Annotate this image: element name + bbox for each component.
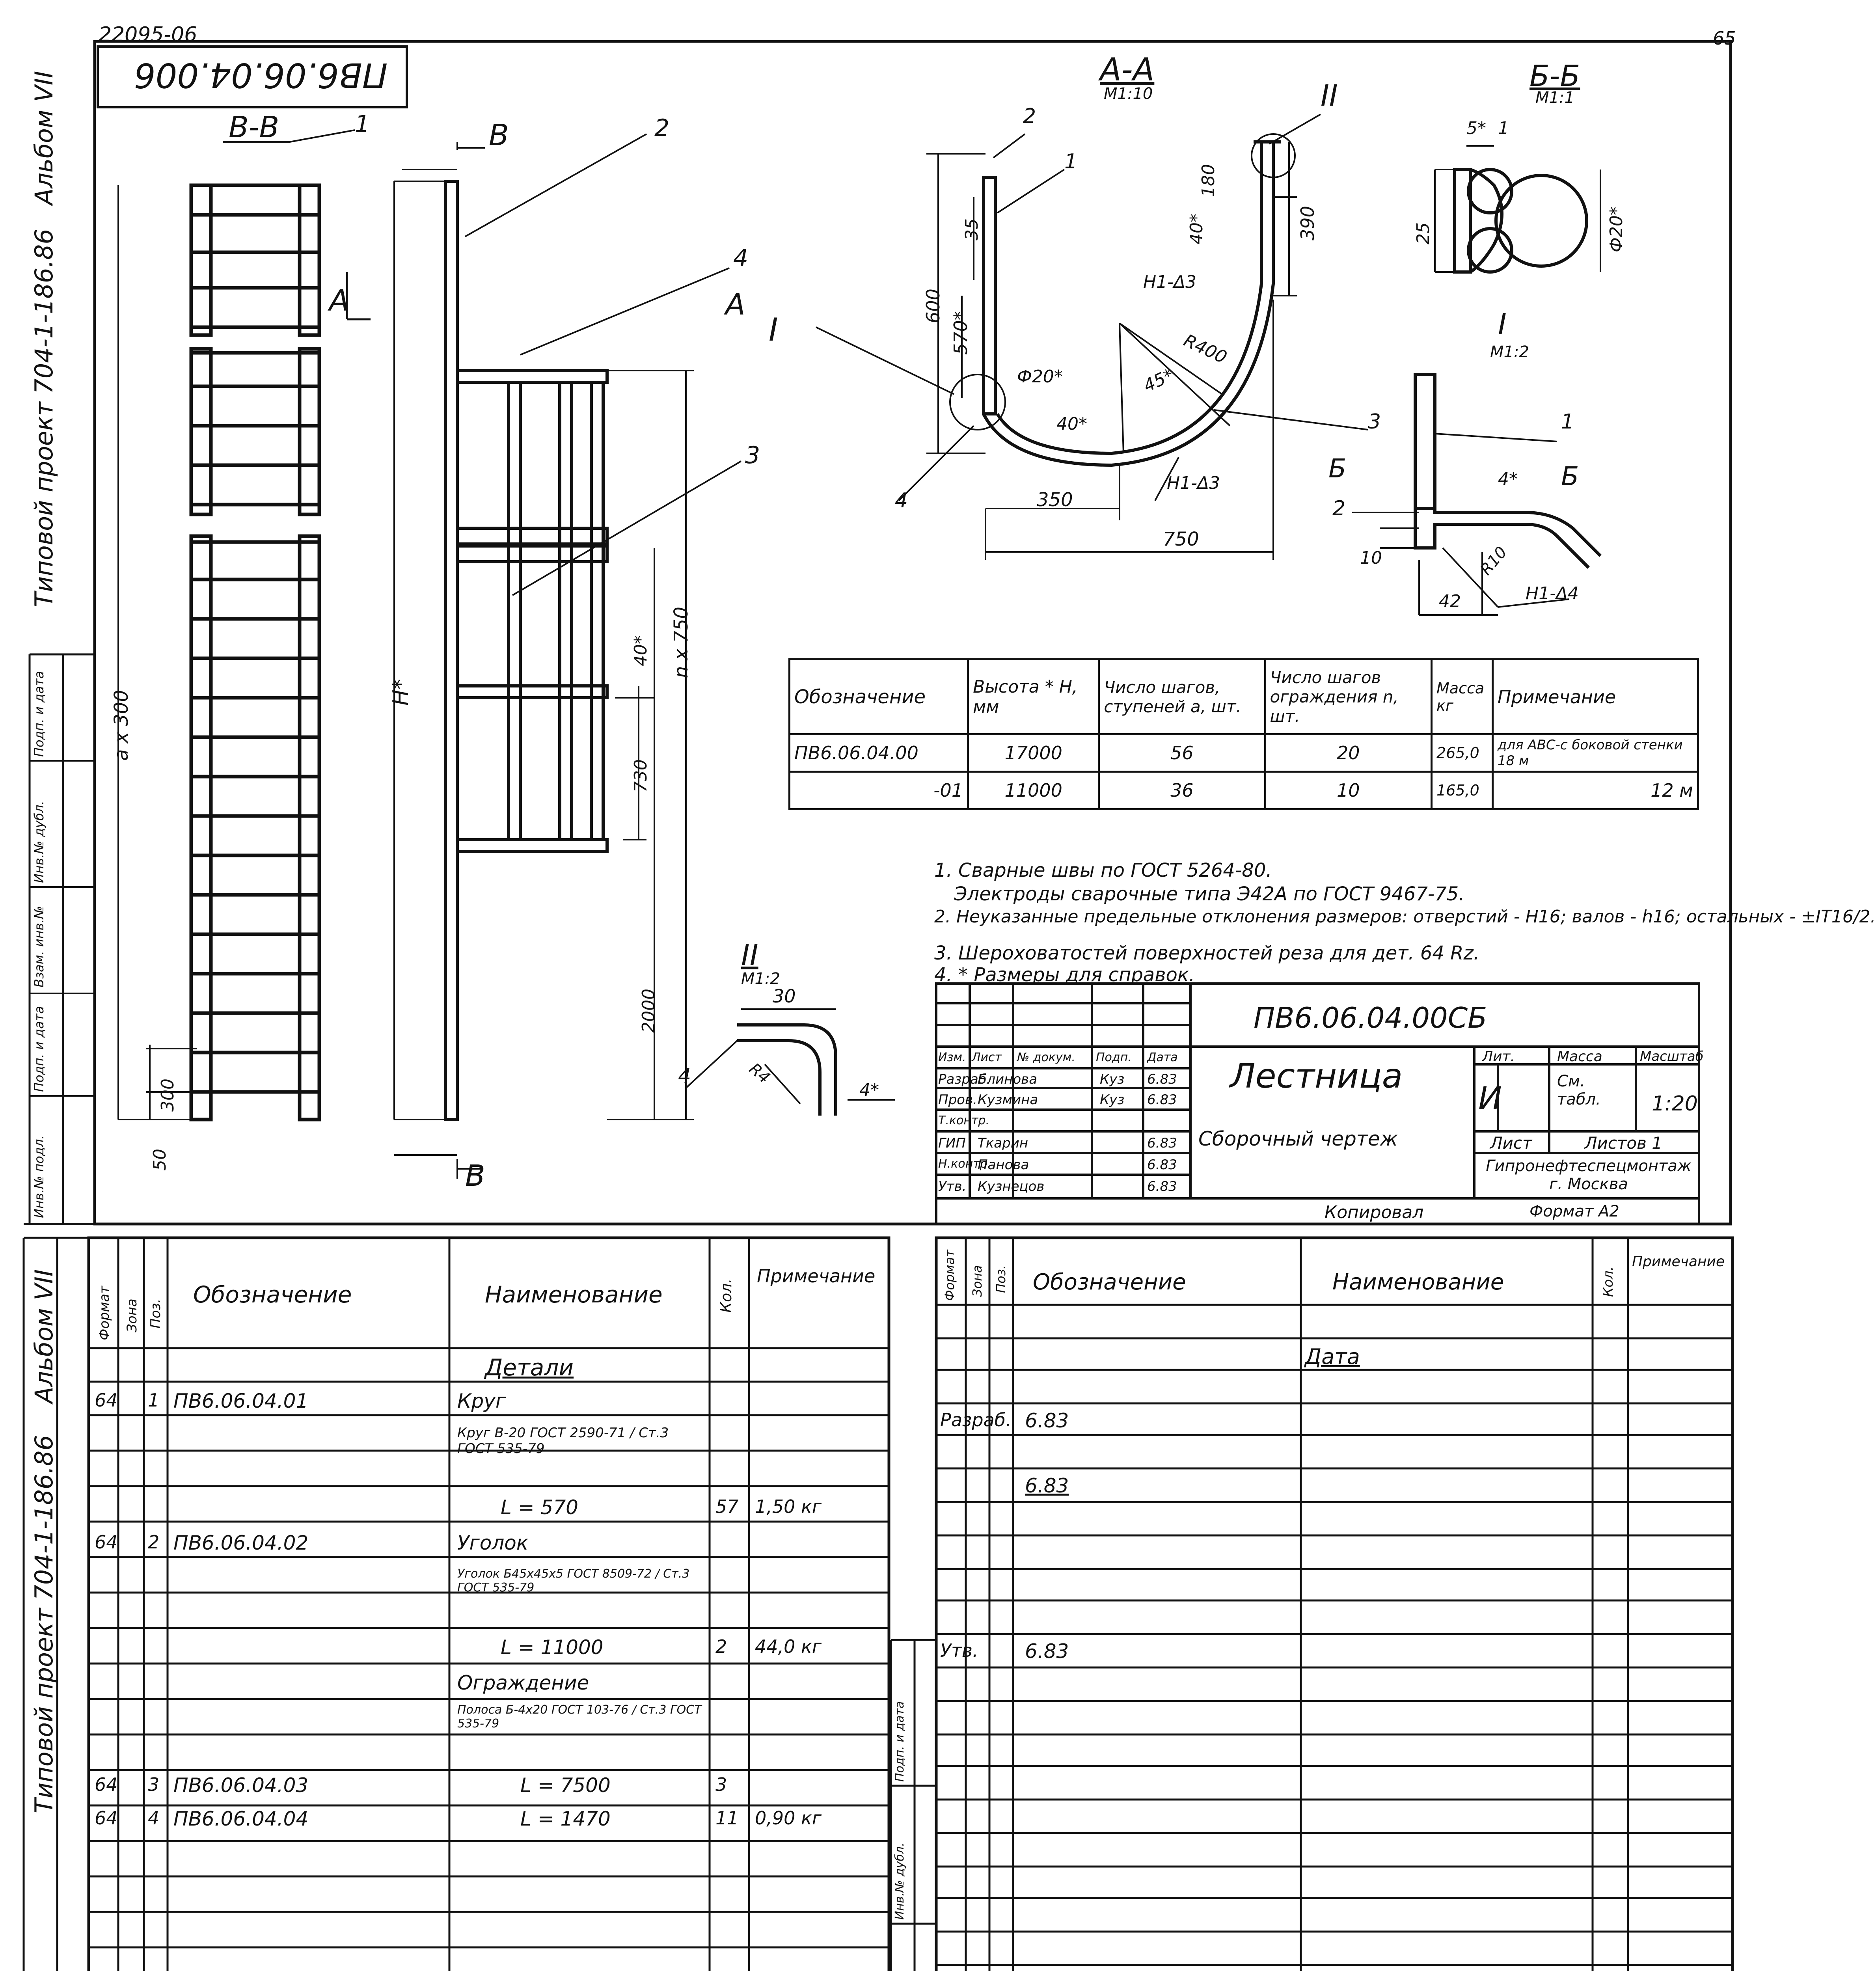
page-number: 65 [1713, 28, 1736, 49]
side-label-r4: Инв.№ дубл. [893, 1842, 907, 1920]
cut-b-bottom: В [465, 1159, 485, 1193]
node-1-mark: I [769, 311, 778, 348]
tb-top-r2c3: 6.83 [1147, 1092, 1177, 1108]
table-header: Число шагов, ступеней а, шт. [1099, 659, 1265, 734]
spec-left-r9-q: 11 [715, 1807, 739, 1829]
spec-right-r0-n: Дата [1305, 1344, 1360, 1369]
spec-right-h-name: Наименование [1332, 1269, 1504, 1295]
view-aa-label: А-А [1100, 51, 1155, 88]
title-sheet-top: Лист [1490, 1133, 1532, 1153]
table-header: Масса кг [1432, 659, 1493, 734]
view-bb-label: В-В [229, 110, 279, 144]
album-label-left: Альбом VII [30, 1269, 58, 1403]
side-label-r5: Подп. и дата [893, 1701, 907, 1782]
title-lit-top: Лит. [1482, 1049, 1515, 1065]
spec-right-h-pos: Поз. [993, 1265, 1008, 1293]
dim-n750: n x 750 [670, 607, 692, 678]
title-mass-top: Масса [1557, 1049, 1602, 1065]
cut-a-side: A [725, 288, 745, 322]
dim-300-left: 300 [158, 1079, 178, 1112]
table-cell: 10 [1265, 772, 1432, 809]
spec-right-r1-f: Разраб. [940, 1409, 1012, 1431]
spec-left-h-designation: Обозначение [193, 1281, 352, 1308]
leader-3-side: 3 [745, 442, 760, 469]
side-label-3: Взам. инв.№ [32, 905, 47, 987]
spec-left-h-zone: Зона [124, 1298, 140, 1332]
dim-r400: R400 [1180, 330, 1230, 368]
dim-25: 25 [1413, 222, 1433, 244]
spec-right-h-note: Примечание [1632, 1254, 1725, 1270]
spec-left-r9-p: 4 [148, 1807, 160, 1829]
node-1-label: I [1498, 307, 1507, 341]
spec-left-r8-p: 3 [148, 1774, 160, 1795]
spec-right-h-qty: Кол. [1600, 1266, 1616, 1297]
spec-left-r0-p: 1 [148, 1390, 160, 1411]
dim-10-node: 10 [1360, 548, 1382, 568]
view-bb-small-label: Б-Б [1529, 59, 1580, 93]
dim-45: 45* [1140, 365, 1177, 397]
dim-50-left: 50 [150, 1149, 170, 1171]
spec-left-r8-f: 64 [95, 1774, 118, 1795]
dim-r10-node: R10 [1477, 543, 1511, 579]
tb-top-r0c4: Дата [1147, 1051, 1178, 1064]
dim-2000: 2000 [639, 989, 659, 1033]
node-2-mark: II [1321, 79, 1338, 113]
dim-40-bottom: 40* [1056, 414, 1087, 434]
cut-a-label: A [329, 284, 349, 318]
table-cell: 165,0 [1432, 772, 1493, 809]
spec-right-r1-d: 6.83 [1025, 1409, 1069, 1432]
title-name-top: Лестница [1230, 1056, 1403, 1096]
weld-3: Н1-Δ4 [1526, 583, 1579, 604]
side-label-4: Инв.№ дубл. [32, 801, 47, 883]
table-cell: 17000 [968, 734, 1099, 772]
table-header: Число шагов ограждения n, шт. [1265, 659, 1432, 734]
dim-350: 350 [1037, 489, 1073, 511]
note-1b: Электроды сварочные типа Э42А по ГОСТ 9467-75. [954, 883, 1465, 905]
spec-left-h-note: Примечание [757, 1265, 876, 1287]
leader-1-aa: 1 [1064, 150, 1078, 173]
tb-top-r4c1: Ткарин [978, 1135, 1028, 1151]
table-header: Обозначение [790, 659, 968, 734]
dim-40-side: 40* [631, 635, 651, 666]
table-cell: 12 м [1492, 772, 1698, 809]
spec-left-r3-p: 2 [148, 1531, 160, 1553]
tb-top-r6c3: 6.83 [1147, 1179, 1177, 1194]
spec-left-r3-d: ПВ6.06.04.02 [173, 1531, 309, 1554]
cut-b-node-right: Б [1561, 461, 1579, 492]
note-1: 1. Сварные швы по ГОСТ 5264-80. [934, 859, 1272, 881]
leader-2-side: 2 [654, 114, 670, 142]
dim-730: 730 [631, 759, 651, 792]
table-header: Примечание [1492, 659, 1698, 734]
spec-left-r9-n: L = 1470 [520, 1807, 611, 1830]
tb-top-r1c0: Разраб. [938, 1071, 991, 1087]
spec-left-r3-f: 64 [95, 1531, 118, 1553]
tb-top-r5c0: Н.контр. [938, 1157, 991, 1171]
spec-right-r5-d: 6.83 [1025, 1640, 1069, 1663]
project-label-left: Типовой проект 704-1-186.86 [30, 1435, 58, 1813]
spec-left-h-format: Формат [97, 1286, 112, 1340]
tb-top-r6c1: Кузнецов [978, 1179, 1045, 1194]
table-cell: 36 [1099, 772, 1265, 809]
tb-top-r2c2: Куз [1100, 1092, 1125, 1108]
title-subname-top: Сборочный чертеж [1198, 1127, 1398, 1150]
title-copied-top: Копировал [1325, 1202, 1424, 1222]
note-3: 3. Шероховатостей поверхностей реза для дет. 64 Rz. [934, 942, 1479, 964]
tb-top-r3c0: Т.контр. [938, 1114, 990, 1127]
spec-right-h-zone: Зона [970, 1265, 985, 1297]
dim-35: 35 [962, 218, 982, 240]
spec-left-r9-m: 0,90 кг [755, 1807, 822, 1829]
spec-left-r0-f: 64 [95, 1390, 118, 1411]
variants-table [788, 658, 1699, 810]
leader-3-aa: 3 [1368, 410, 1381, 434]
spec-right-h-designation: Обозначение [1033, 1269, 1186, 1295]
title-scale-top: Масштаб [1640, 1049, 1704, 1064]
leader-2-node: 2 [1332, 497, 1346, 520]
spec-left-r8-d: ПВ6.06.04.03 [173, 1774, 309, 1797]
tb-top-r2c1: Кузмина [978, 1092, 1038, 1108]
dim-H: H* [388, 679, 413, 706]
dim-a300: a x 300 [110, 690, 132, 761]
tb-top-r5c1: Панова [978, 1157, 1029, 1173]
tb-top-r0c2: № докум. [1017, 1051, 1075, 1064]
dim-390: 390 [1297, 206, 1318, 240]
spec-left-h-qty: Кол. [717, 1278, 735, 1313]
dim-570: 570* [950, 311, 971, 355]
spec-left-r2-n: L = 570 [501, 1496, 578, 1519]
corner-code: 22095-06 [99, 23, 197, 47]
spec-left-h-pos: Поз. [148, 1298, 164, 1328]
view-bb-small-scale: М1:1 [1535, 89, 1574, 107]
table-cell: для АВС-с боковой стенки 18 м [1492, 734, 1698, 772]
dim-30: 30 [773, 986, 796, 1007]
spec-left-r9-f: 64 [95, 1807, 118, 1829]
tb-top-r5c3: 6.83 [1147, 1157, 1177, 1173]
title-org-top: Гипронефтеспецмонтаж г. Москва [1486, 1157, 1692, 1193]
tb-top-r2c0: Пров. [938, 1092, 977, 1108]
view-aa-scale: М1:10 [1104, 85, 1153, 103]
title-lit-value-top: И [1478, 1080, 1502, 1117]
tb-top-r1c2: Куз [1100, 1071, 1125, 1087]
tb-top-r6c0: Утв. [938, 1179, 967, 1194]
node-1-scale: М1:2 [1490, 343, 1529, 361]
spec-left-r5-q: 2 [715, 1636, 727, 1657]
dim-d20: Ф20* [1017, 367, 1063, 387]
spec-left-r2-q: 57 [715, 1496, 739, 1517]
side-label-2: Подп. и дата [32, 1006, 47, 1092]
node-2-scale: М1:2 [741, 970, 780, 988]
table-cell: 265,0 [1432, 734, 1493, 772]
leader-4-node2: 4 [678, 1064, 691, 1088]
stamp-code: ПВ6.06.04.006 [134, 55, 388, 95]
tb-top-r4c0: ГИП [938, 1135, 966, 1151]
spec-left-r7-n: Полоса Б-4х20 ГОСТ 103-76 / Ст.3 ГОСТ 535-79 [457, 1703, 702, 1731]
tb-top-r0c1: Лист [972, 1051, 1002, 1064]
spec-left-r0-n: Круг [457, 1390, 506, 1412]
spec-left-r3-n: Уголок [457, 1531, 529, 1554]
note-4: 4. * Размеры для справок. [934, 964, 1195, 986]
dim-4-node: 4* [1498, 469, 1518, 489]
table-header: Высота * Н, мм [968, 659, 1099, 734]
dim-42-node: 42 [1439, 591, 1461, 611]
leader-1-node: 1 [1561, 410, 1574, 434]
spec-left-r0-d: ПВ6.06.04.01 [173, 1390, 309, 1412]
dim-r4: R4 [745, 1060, 773, 1087]
spec-right-r2-d: 6.83 [1025, 1474, 1069, 1497]
album-label-top: Альбом VII [30, 71, 58, 205]
spec-left-h-name: Наименование [485, 1281, 663, 1308]
leader-1-bb: 1 [355, 110, 370, 138]
spec-right-r5-f: Утв. [940, 1640, 978, 1661]
title-scale-value-top: 1:20 [1652, 1092, 1698, 1116]
table-cell: 56 [1099, 734, 1265, 772]
table-cell: ПВ6.06.04.00 [790, 734, 968, 772]
tb-top-r0c3: Подп. [1096, 1051, 1132, 1064]
dim-180: 180 [1198, 164, 1218, 197]
dim-40-aa: 40* [1187, 214, 1207, 244]
leader-2-aa: 2 [1023, 104, 1036, 128]
table-cell: 20 [1265, 734, 1432, 772]
spec-left-section: Детали [485, 1354, 574, 1381]
leader-1-bb-small: 1 [1498, 118, 1509, 138]
cut-b-top: В [489, 118, 509, 152]
spec-left-r9-d: ПВ6.06.04.04 [173, 1807, 309, 1830]
spec-right-h-format: Формат [942, 1250, 957, 1301]
dim-750: 750 [1163, 528, 1199, 550]
title-sheets-top: Листов 1 [1585, 1133, 1662, 1153]
node-2-label: II [741, 938, 758, 972]
tb-top-r0c0: Изм. [938, 1051, 966, 1064]
leader-4-side: 4 [733, 244, 749, 272]
tb-top-r1c1: Блинова [978, 1071, 1038, 1087]
dim-4-node2: 4* [859, 1080, 879, 1100]
title-format-top: Формат А2 [1529, 1202, 1619, 1220]
spec-left-r8-n: L = 7500 [520, 1774, 611, 1797]
note-2: 2. Неуказанные предельные отклонения размеров: отверстий - Н16; валов - h16; остальных - ±IT16/2. [934, 907, 1876, 927]
project-label-top: Типовой проект 704-1-186.86 [30, 229, 58, 607]
spec-left-r6-n: Ограждение [457, 1671, 589, 1694]
tb-top-r4c3: 6.83 [1147, 1135, 1177, 1151]
spec-left-r4-n: Уголок Б45х45х5 ГОСТ 8509-72 / Ст.3 ГОСТ 535-79 [457, 1567, 690, 1595]
spec-left-r8-q: 3 [715, 1774, 727, 1795]
dim-600: 600 [922, 289, 944, 323]
side-label-5: Подп. и дата [32, 671, 47, 757]
table-cell: 11000 [968, 772, 1099, 809]
dim-5-bb: 5* [1466, 118, 1486, 138]
side-label-1: Инв.№ подл. [32, 1135, 47, 1218]
leader-4-aa: 4 [895, 489, 908, 512]
title-mass-value-top: См. табл. [1557, 1072, 1601, 1108]
spec-left-r5-m: 44,0 кг [755, 1636, 822, 1657]
dim-phi20: Ф20* [1606, 207, 1626, 252]
spec-left-r5-n: L = 11000 [501, 1636, 604, 1659]
table-cell: -01 [790, 772, 968, 809]
title-code-top: ПВ6.06.04.00СБ [1254, 1001, 1487, 1034]
weld-1: Н1-Δ3 [1143, 272, 1197, 292]
spec-left-r1-n: Круг В-20 ГОСТ 2590-71 / Ст.3 ГОСТ 535-79 [457, 1425, 669, 1457]
cut-b-node-left: Б [1328, 453, 1347, 484]
spec-left-r2-m: 1,50 кг [755, 1496, 822, 1517]
tb-top-r1c3: 6.83 [1147, 1071, 1177, 1087]
weld-2: Н1-Δ3 [1167, 473, 1220, 493]
